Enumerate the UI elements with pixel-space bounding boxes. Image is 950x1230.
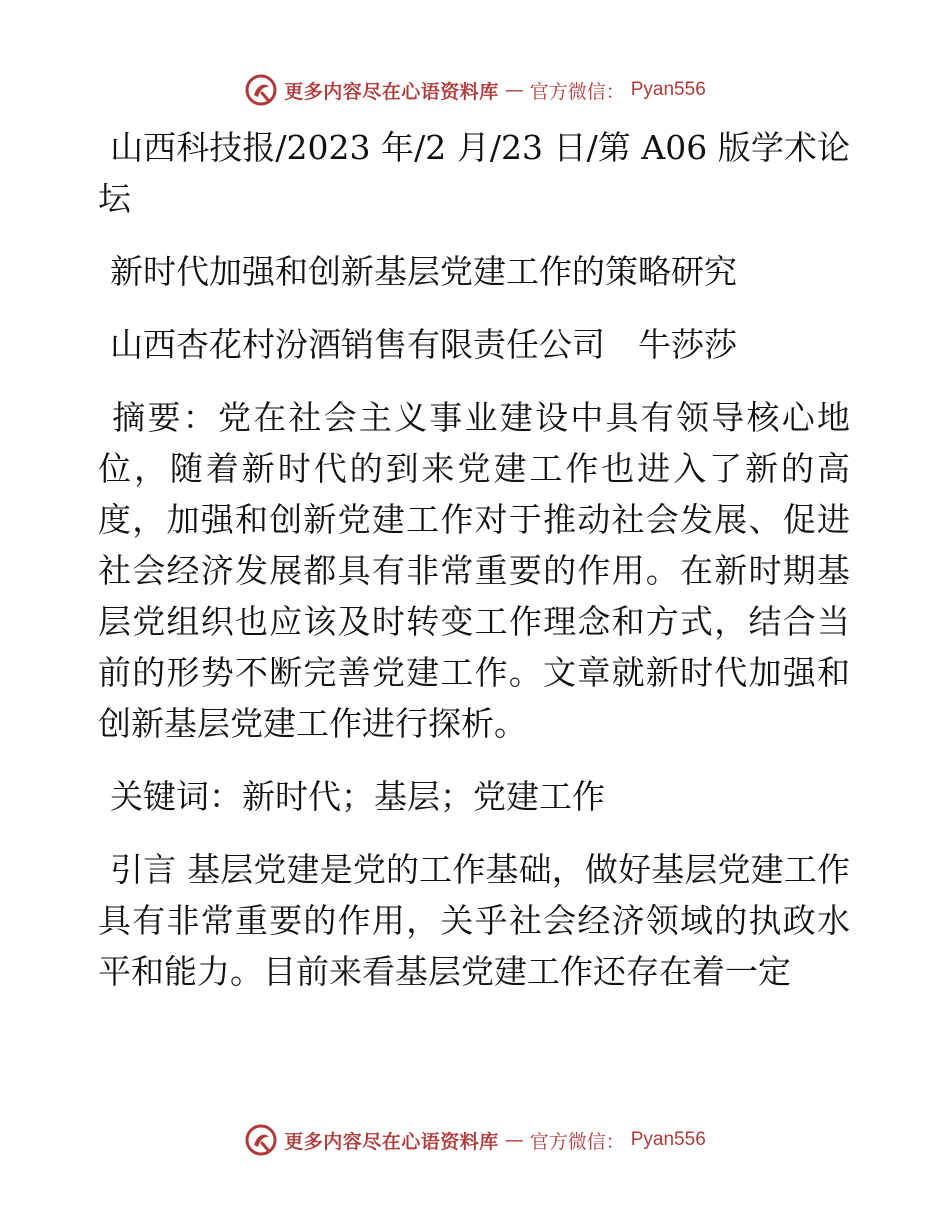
watermark-text: 更多内容尽在心语资料库 [284, 1130, 499, 1153]
article-body [98, 122, 850, 1019]
article-keywords: 关键词：新时代；基层；党建工作 [110, 777, 605, 816]
article-intro: 引言 基层党建是党的工作基础，做好基层党建工作具有非常重要的作用，关乎社会经济领域的执政水平和能力。目前来看基层党建工作还存在着一定 [98, 850, 850, 991]
watermark-dash: — [504, 79, 524, 101]
watermark-contact-id: Pyan556 [630, 1129, 706, 1150]
watermark-dash: — [504, 1129, 524, 1151]
watermark-contact-label: 官方微信： [529, 80, 625, 103]
watermark-contact-label: 官方微信： [529, 1130, 625, 1153]
article-abstract: 摘要：党在社会主义事业建设中具有领导核心地位，随着新时代的到来党建工作也进入了新的高度，加强和创新党建工作对于推动社会发展、促进社会经济发展都具有非常重要的作用。在新时期基层党组织也应该及时转变工作理念和方式，结合当前的形势不断完善党建工作。文章就新时代加强和创新基层党建工作进行探析。 [98, 398, 850, 743]
watermark-footer [0, 1120, 950, 1160]
ribbon-logo-icon [244, 1123, 278, 1157]
ribbon-logo-icon [244, 73, 278, 107]
article-author: 山西杏花村汾酒销售有限责任公司 牛莎莎 [110, 325, 737, 364]
watermark-contact-id: Pyan556 [630, 79, 706, 100]
watermark-text: 更多内容尽在心语资料库 [284, 80, 499, 103]
article-title: 新时代加强和创新基层党建工作的策略研究 [110, 252, 737, 291]
article-source: 山西科技报/2023 年/2 月/23 日/第 A06 版学术论坛 [98, 128, 850, 218]
watermark-header [0, 70, 950, 110]
